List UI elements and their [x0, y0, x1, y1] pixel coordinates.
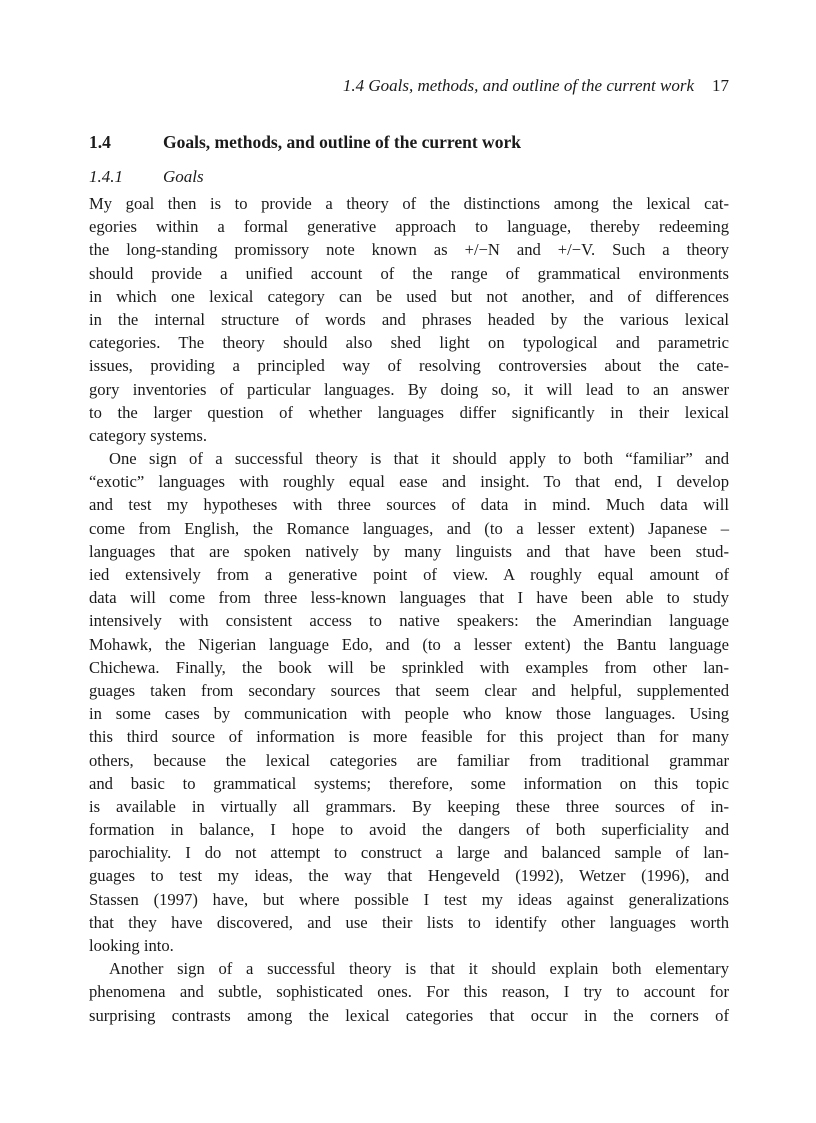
text-line: phenomena and subtle, sophisticated ones. For this reason, I try to account for [89, 982, 729, 1002]
text-line: One sign of a successful theory is that it should apply to both “familiar” and [109, 449, 729, 469]
text-line: is available in virtually all grammars. By keeping these three sources of in- [89, 796, 729, 816]
text-line: come from English, the Romance languages, and (to a lesser extent) Japanese – [89, 518, 729, 538]
text-line: Stassen (1997) have, but where possible I test my ideas against generalizations [89, 889, 729, 909]
text-line: should provide a unified account of the range of grammatical environments [89, 263, 729, 283]
subsection-title: Goals [163, 167, 204, 186]
text-line: data will come from three less-known languages that I have been able to study [89, 588, 729, 608]
running-head-title: 1.4 Goals, methods, and outline of the current work [342, 76, 694, 95]
text-line: in some cases by communication with people who know those languages. Using [89, 704, 729, 724]
text-line: My goal then is to provide a theory of the distinctions among the lexical cat- [89, 194, 729, 213]
subsection-number: 1.4.1 [89, 167, 123, 186]
text-line: that they have discovered, and use their lists to identify other languages worth [89, 912, 729, 932]
text-line: to the larger question of whether languages differ significantly in their lexical [89, 402, 729, 422]
text-line: languages that are spoken natively by many linguists and that have been stud- [89, 541, 729, 561]
section-heading [89, 132, 521, 153]
body-text [89, 192, 729, 1027]
section-title: Goals, methods, and outline of the current work [163, 132, 521, 152]
page-number: 17 [712, 76, 729, 95]
subsection-heading [89, 167, 204, 187]
text-line: guages taken from secondary sources that seem clear and helpful, supplemented [89, 680, 729, 700]
text-line: and basic to grammatical systems; therefore, some information on this topic [89, 773, 729, 793]
text-line: in which one lexical category can be used but not another, and of differences [89, 286, 729, 306]
text-line: category systems. [89, 425, 207, 445]
text-line: this third source of information is more feasible for this project than for many [89, 727, 729, 747]
text-line: formation in balance, I hope to avoid the dangers of both superficiality and [89, 820, 729, 840]
text-line: Another sign of a successful theory is that it should explain both elementary [109, 959, 729, 979]
text-line: categories. The theory should also shed light on typological and parametric [89, 333, 729, 353]
text-line: intensively with consistent access to native speakers: the Amerindian language [89, 611, 729, 631]
text-line: issues, providing a principled way of resolving controversies about the cate- [89, 356, 729, 376]
text-line: Chichewa. Finally, the book will be sprinkled with examples from other lan- [89, 657, 729, 677]
text-line: surprising contrasts among the lexical categories that occur in the corners of [89, 1005, 729, 1025]
text-line: parochiality. I do not attempt to construct a large and balanced sample of lan- [89, 843, 729, 863]
text-line: egories within a formal generative approach to language, thereby redeeming [89, 217, 729, 237]
section-number: 1.4 [89, 132, 111, 152]
text-line: the long-standing promissory note known as +/−N and +/−V. Such a theory [89, 240, 729, 260]
text-line: gory inventories of particular languages. By doing so, it will lead to an answer [89, 379, 729, 399]
text-line: guages to test my ideas, the way that Hengeveld (1992), Wetzer (1996), and [89, 866, 729, 886]
text-line: ied extensively from a generative point of view. A roughly equal amount of [89, 565, 729, 584]
text-line: “exotic” languages with roughly equal ease and insight. To that end, I develop [89, 472, 729, 492]
text-line: others, because the lexical categories are familiar from traditional grammar [89, 750, 729, 770]
text-line: looking into. [89, 936, 174, 955]
text-line: and test my hypotheses with three sources of data in mind. Much data will [89, 495, 729, 515]
running-head [343, 76, 729, 96]
text-line: Mohawk, the Nigerian language Edo, and (to a lesser extent) the Bantu language [89, 634, 729, 654]
text-line: in the internal structure of words and phrases headed by the various lexical [89, 309, 729, 329]
